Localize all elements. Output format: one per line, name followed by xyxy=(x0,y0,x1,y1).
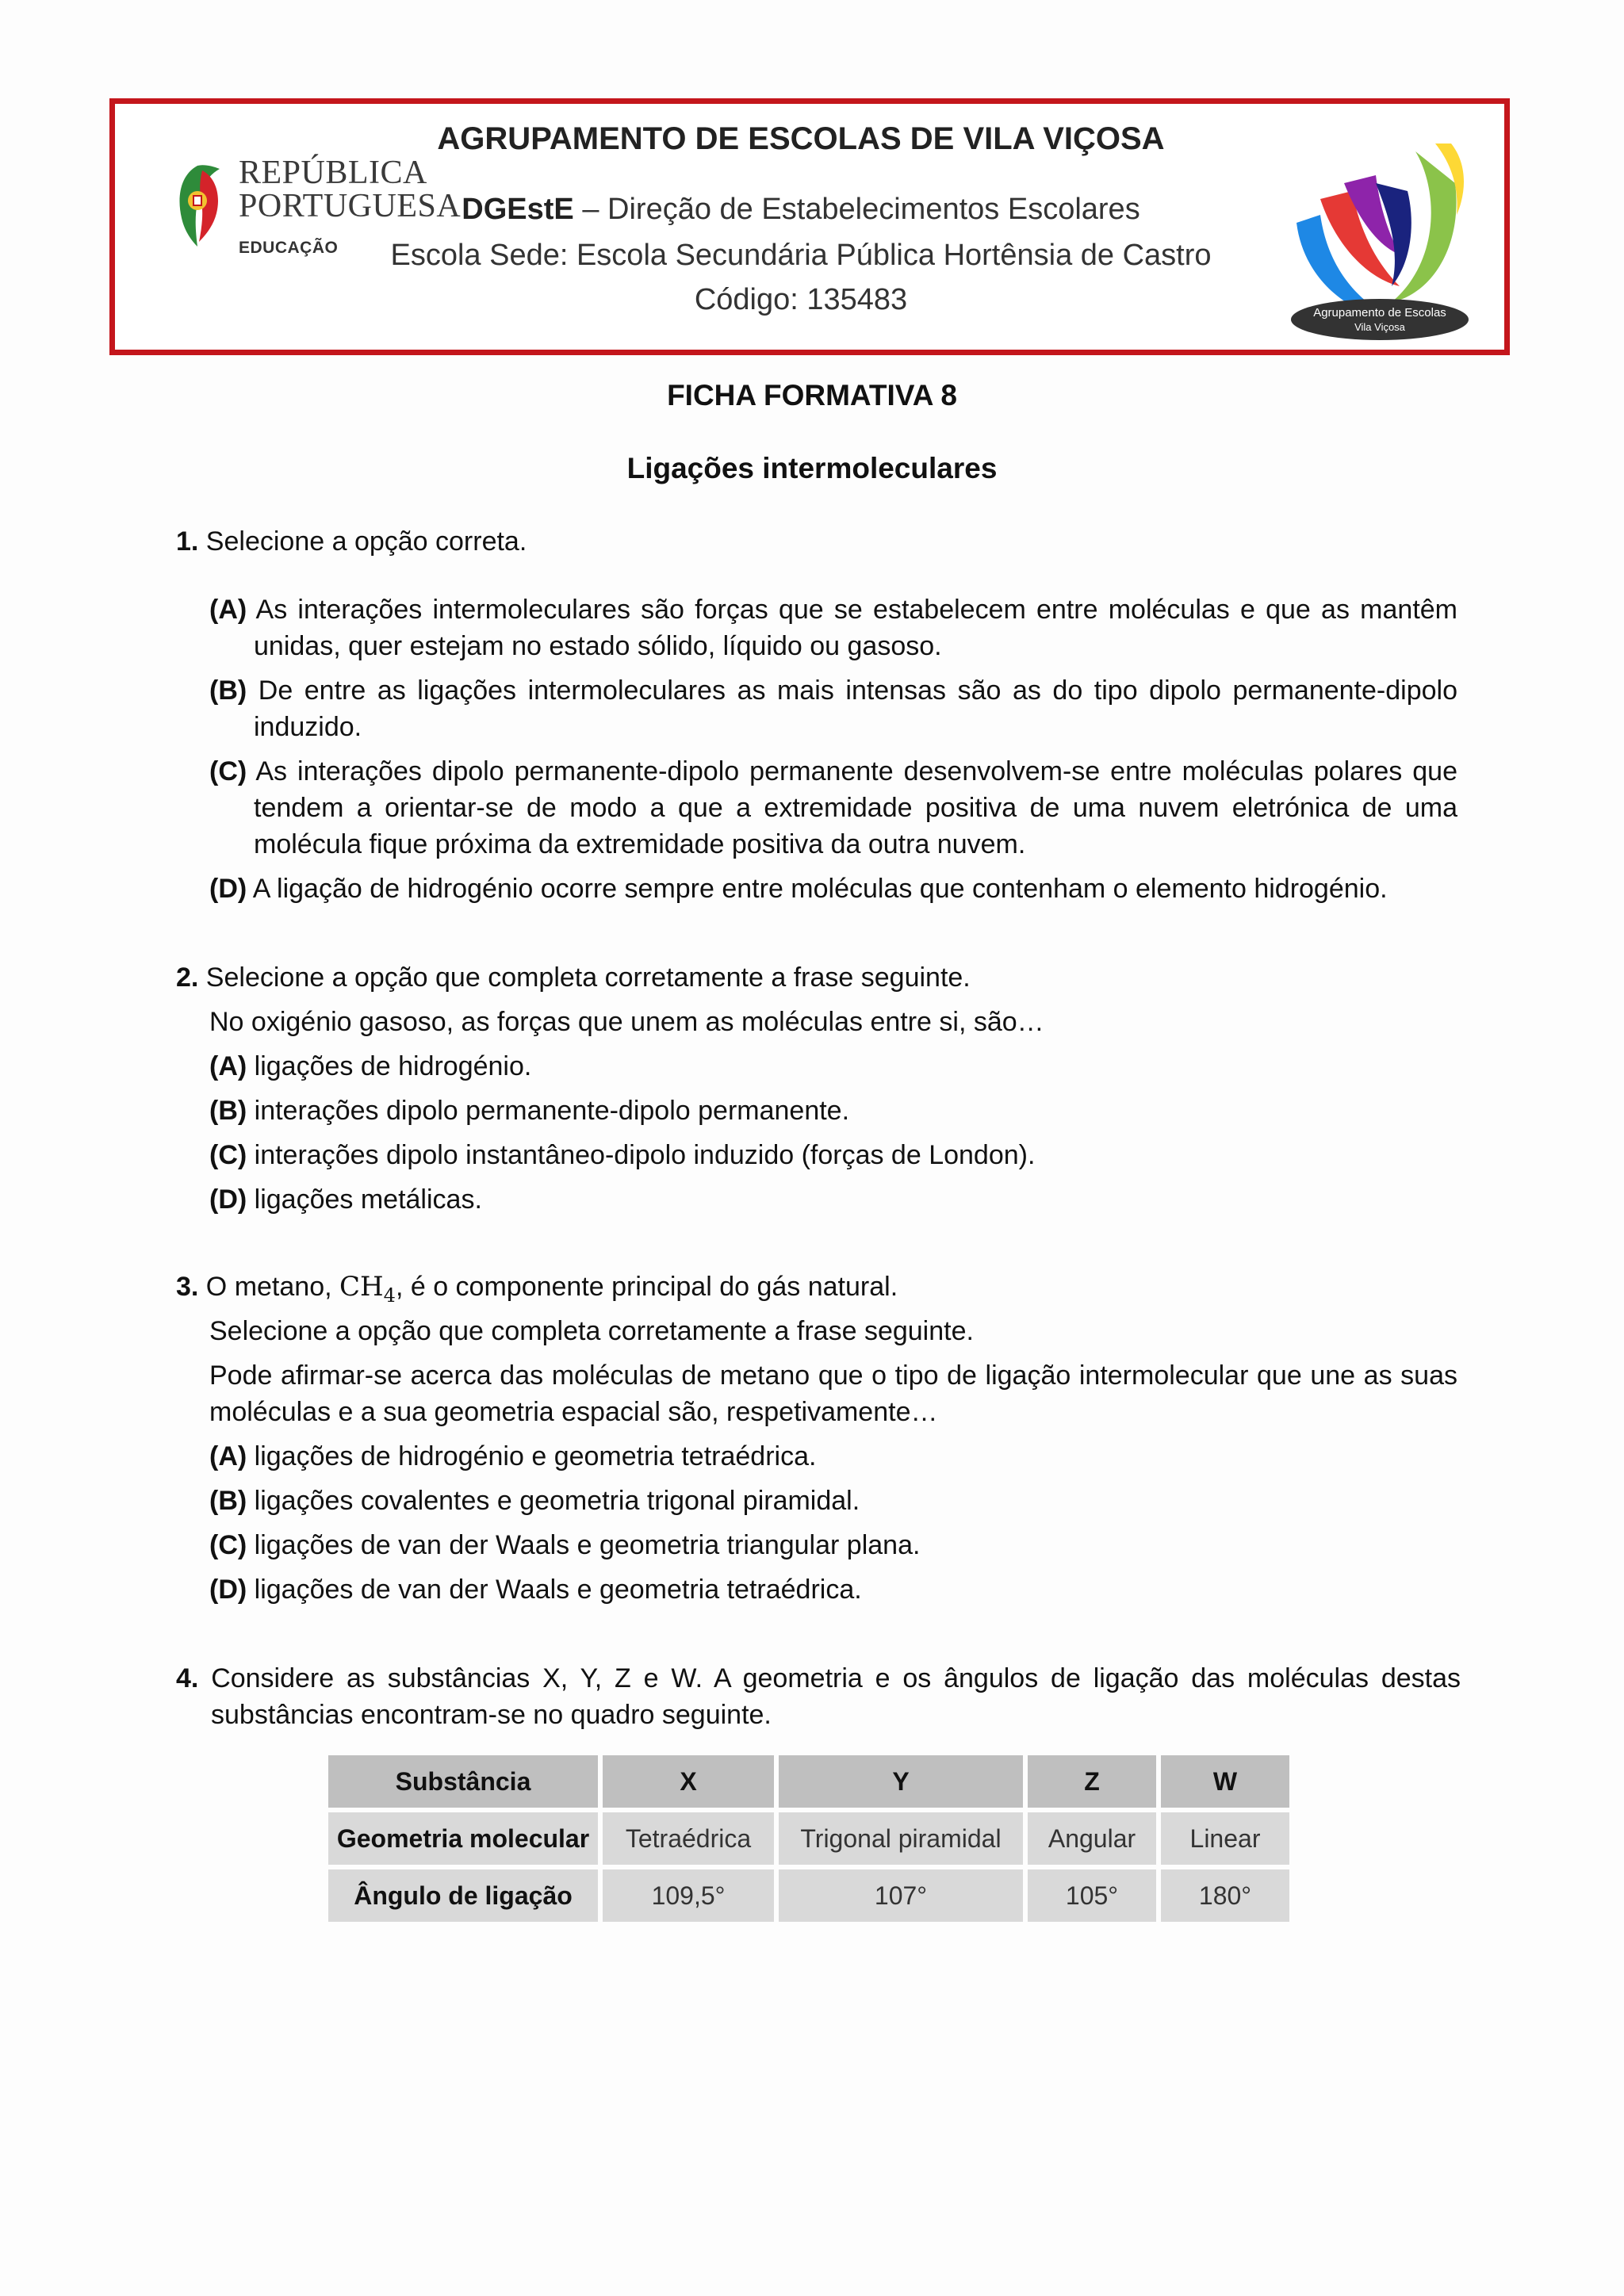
table-cell: Angular xyxy=(1028,1812,1156,1865)
methane-formula-main: CH xyxy=(339,1271,384,1303)
q3-option-d-text: ligações de van der Waals e geometria tetraédrica. xyxy=(247,1575,862,1605)
table-cell: Linear xyxy=(1161,1812,1289,1865)
q2-option-c xyxy=(209,1137,1457,1173)
q3-option-c-text: ligações de van der Waals e geometria triangular plana. xyxy=(247,1530,921,1560)
question-2-number: 2. xyxy=(176,962,199,993)
q2-option-d-text: ligações metálicas. xyxy=(247,1184,482,1215)
table-cell: 109,5° xyxy=(603,1869,774,1922)
q2-option-b xyxy=(209,1093,1457,1129)
dgeste-abbr: DGEstE xyxy=(462,193,574,226)
worksheet-title: FICHA FORMATIVA 8 xyxy=(667,379,957,411)
q1-option-a-text: As interações intermoleculares são forças que se estabelecem entre moléculas e que as mantêm unidas, quer estejam no estado sólido, líquido ou gasoso. xyxy=(247,595,1457,661)
question-3-number: 3. xyxy=(176,1272,199,1302)
q3-option-a-label: (A) xyxy=(209,1441,247,1471)
agrupamento-logo-icon xyxy=(1273,128,1487,342)
q3-option-b-text: ligações covalentes e geometria trigonal piramidal. xyxy=(247,1486,860,1516)
question-4-number: 4. xyxy=(176,1663,199,1693)
logo-line-2: PORTUGUESA xyxy=(239,188,462,224)
agrupamento-logo-line-2: Vila Viçosa xyxy=(1354,321,1405,333)
q3-option-c-label: (C) xyxy=(209,1530,247,1560)
table-header-cell: Y xyxy=(779,1755,1023,1808)
q3-option-b xyxy=(209,1483,1457,1519)
table-header-cell: X xyxy=(603,1755,774,1808)
question-2-text: Selecione a opção que completa corretamente a frase seguinte. xyxy=(198,962,971,993)
methane-formula-subscript: 4 xyxy=(383,1284,396,1307)
q3-option-a-text: ligações de hidrogénio e geometria tetraédrica. xyxy=(247,1441,817,1471)
q1-option-b-text: De entre as ligações intermoleculares as mais intensas são as do tipo dipolo permanente-dipolo induzido. xyxy=(247,675,1457,742)
table-header-cell: Substância xyxy=(328,1755,598,1808)
question-3 xyxy=(176,1269,1461,1314)
table-header-row xyxy=(328,1755,1289,1808)
agrupamento-logo-line-1: Agrupamento de Escolas xyxy=(1313,306,1446,320)
question-4 xyxy=(176,1660,1461,1733)
q1-option-b xyxy=(209,672,1457,745)
table-cell: 107° xyxy=(779,1869,1023,1922)
table-row-header: Geometria molecular xyxy=(328,1812,598,1865)
question-3-stem: Pode afirmar-se acerca das moléculas de metano que o tipo de ligação intermolecular que une as suas moléculas e a sua geometria espacial são, respetivamente… xyxy=(209,1360,1457,1427)
q2-option-d xyxy=(209,1181,1457,1218)
table-header-cell: Z xyxy=(1028,1755,1156,1808)
q1-option-b-label: (B) xyxy=(209,675,247,706)
table-row-header: Ângulo de ligação xyxy=(328,1869,598,1922)
question-1-number: 1. xyxy=(176,526,199,557)
q2-option-c-text: interações dipolo instantâneo-dipolo induzido (forças de London). xyxy=(247,1140,1036,1170)
q1-option-a xyxy=(209,591,1457,664)
q1-option-c xyxy=(209,753,1457,863)
q1-option-c-label: (C) xyxy=(209,756,247,786)
q2-option-a-label: (A) xyxy=(209,1051,247,1081)
q3-option-a xyxy=(209,1438,1457,1475)
school-header xyxy=(109,98,1510,355)
q2-option-b-label: (B) xyxy=(209,1096,247,1126)
table-cell: Tetraédrica xyxy=(603,1812,774,1865)
q2-option-d-label: (D) xyxy=(209,1184,247,1215)
q3-option-d-label: (D) xyxy=(209,1575,247,1605)
question-3-text-before: O metano, xyxy=(198,1272,339,1302)
q3-option-c xyxy=(209,1527,1457,1563)
q1-option-a-label: (A) xyxy=(209,595,247,625)
question-1 xyxy=(176,523,1461,560)
table-cell: 180° xyxy=(1161,1869,1289,1922)
q3-option-d xyxy=(209,1571,1457,1608)
q2-option-c-label: (C) xyxy=(209,1140,247,1170)
logo-educacao: EDUCAÇÃO xyxy=(239,239,339,257)
dgeste-line xyxy=(353,193,1249,227)
table-cell: 105° xyxy=(1028,1869,1156,1922)
portugal-emblem-icon xyxy=(174,163,223,248)
molecular-geometry-table xyxy=(324,1751,1294,1927)
methane-formula xyxy=(339,1271,396,1307)
question-3-instruction: Selecione a opção que completa corretamente a frase seguinte. xyxy=(209,1316,974,1346)
table-row xyxy=(328,1812,1289,1865)
school-seat-line: Escola Sede: Escola Secundária Pública Hortênsia de Castro xyxy=(390,239,1212,272)
question-2-stem: No oxigénio gasoso, as forças que unem as moléculas entre si, são… xyxy=(209,1007,1044,1037)
q2-option-a-text: ligações de hidrogénio. xyxy=(247,1051,532,1081)
table-header-cell: W xyxy=(1161,1755,1289,1808)
worksheet-subtitle: Ligações intermoleculares xyxy=(626,452,998,484)
table-cell: Trigonal piramidal xyxy=(779,1812,1023,1865)
q1-option-c-text: As interações dipolo permanente-dipolo permanente desenvolvem-se entre moléculas polares que tendem a orientar-se de modo a que a extremidade positiva de uma nuvem eletrónica de uma molécula fique próxima da extremidade positiva da outra nuvem. xyxy=(247,756,1457,859)
question-4-text: Considere as substâncias X, Y, Z e W. A geometria e os ângulos de ligação das moléculas destas substâncias encontram-se no quadro seguinte. xyxy=(198,1663,1461,1730)
q1-option-d-label: (D) xyxy=(209,874,247,904)
school-group-title: AGRUPAMENTO DE ESCOLAS DE VILA VIÇOSA xyxy=(437,121,1165,156)
q1-option-d xyxy=(209,871,1457,907)
q2-option-a xyxy=(209,1048,1457,1085)
logo-line-1: REPÚBLICA xyxy=(239,155,427,191)
question-2 xyxy=(176,959,1461,996)
question-3-text-after: , é o componente principal do gás natural. xyxy=(395,1272,898,1302)
table-row xyxy=(328,1869,1289,1922)
q3-option-b-label: (B) xyxy=(209,1486,247,1516)
q1-option-d-text: A ligação de hidrogénio ocorre sempre entre moléculas que contenham o elemento hidrogénio. xyxy=(247,874,1388,904)
question-1-text: Selecione a opção correta. xyxy=(198,526,527,557)
school-code-line: Código: 135483 xyxy=(694,283,908,316)
q2-option-b-text: interações dipolo permanente-dipolo permanente. xyxy=(247,1096,850,1126)
dgeste-full: – Direção de Estabelecimentos Escolares xyxy=(573,193,1140,226)
